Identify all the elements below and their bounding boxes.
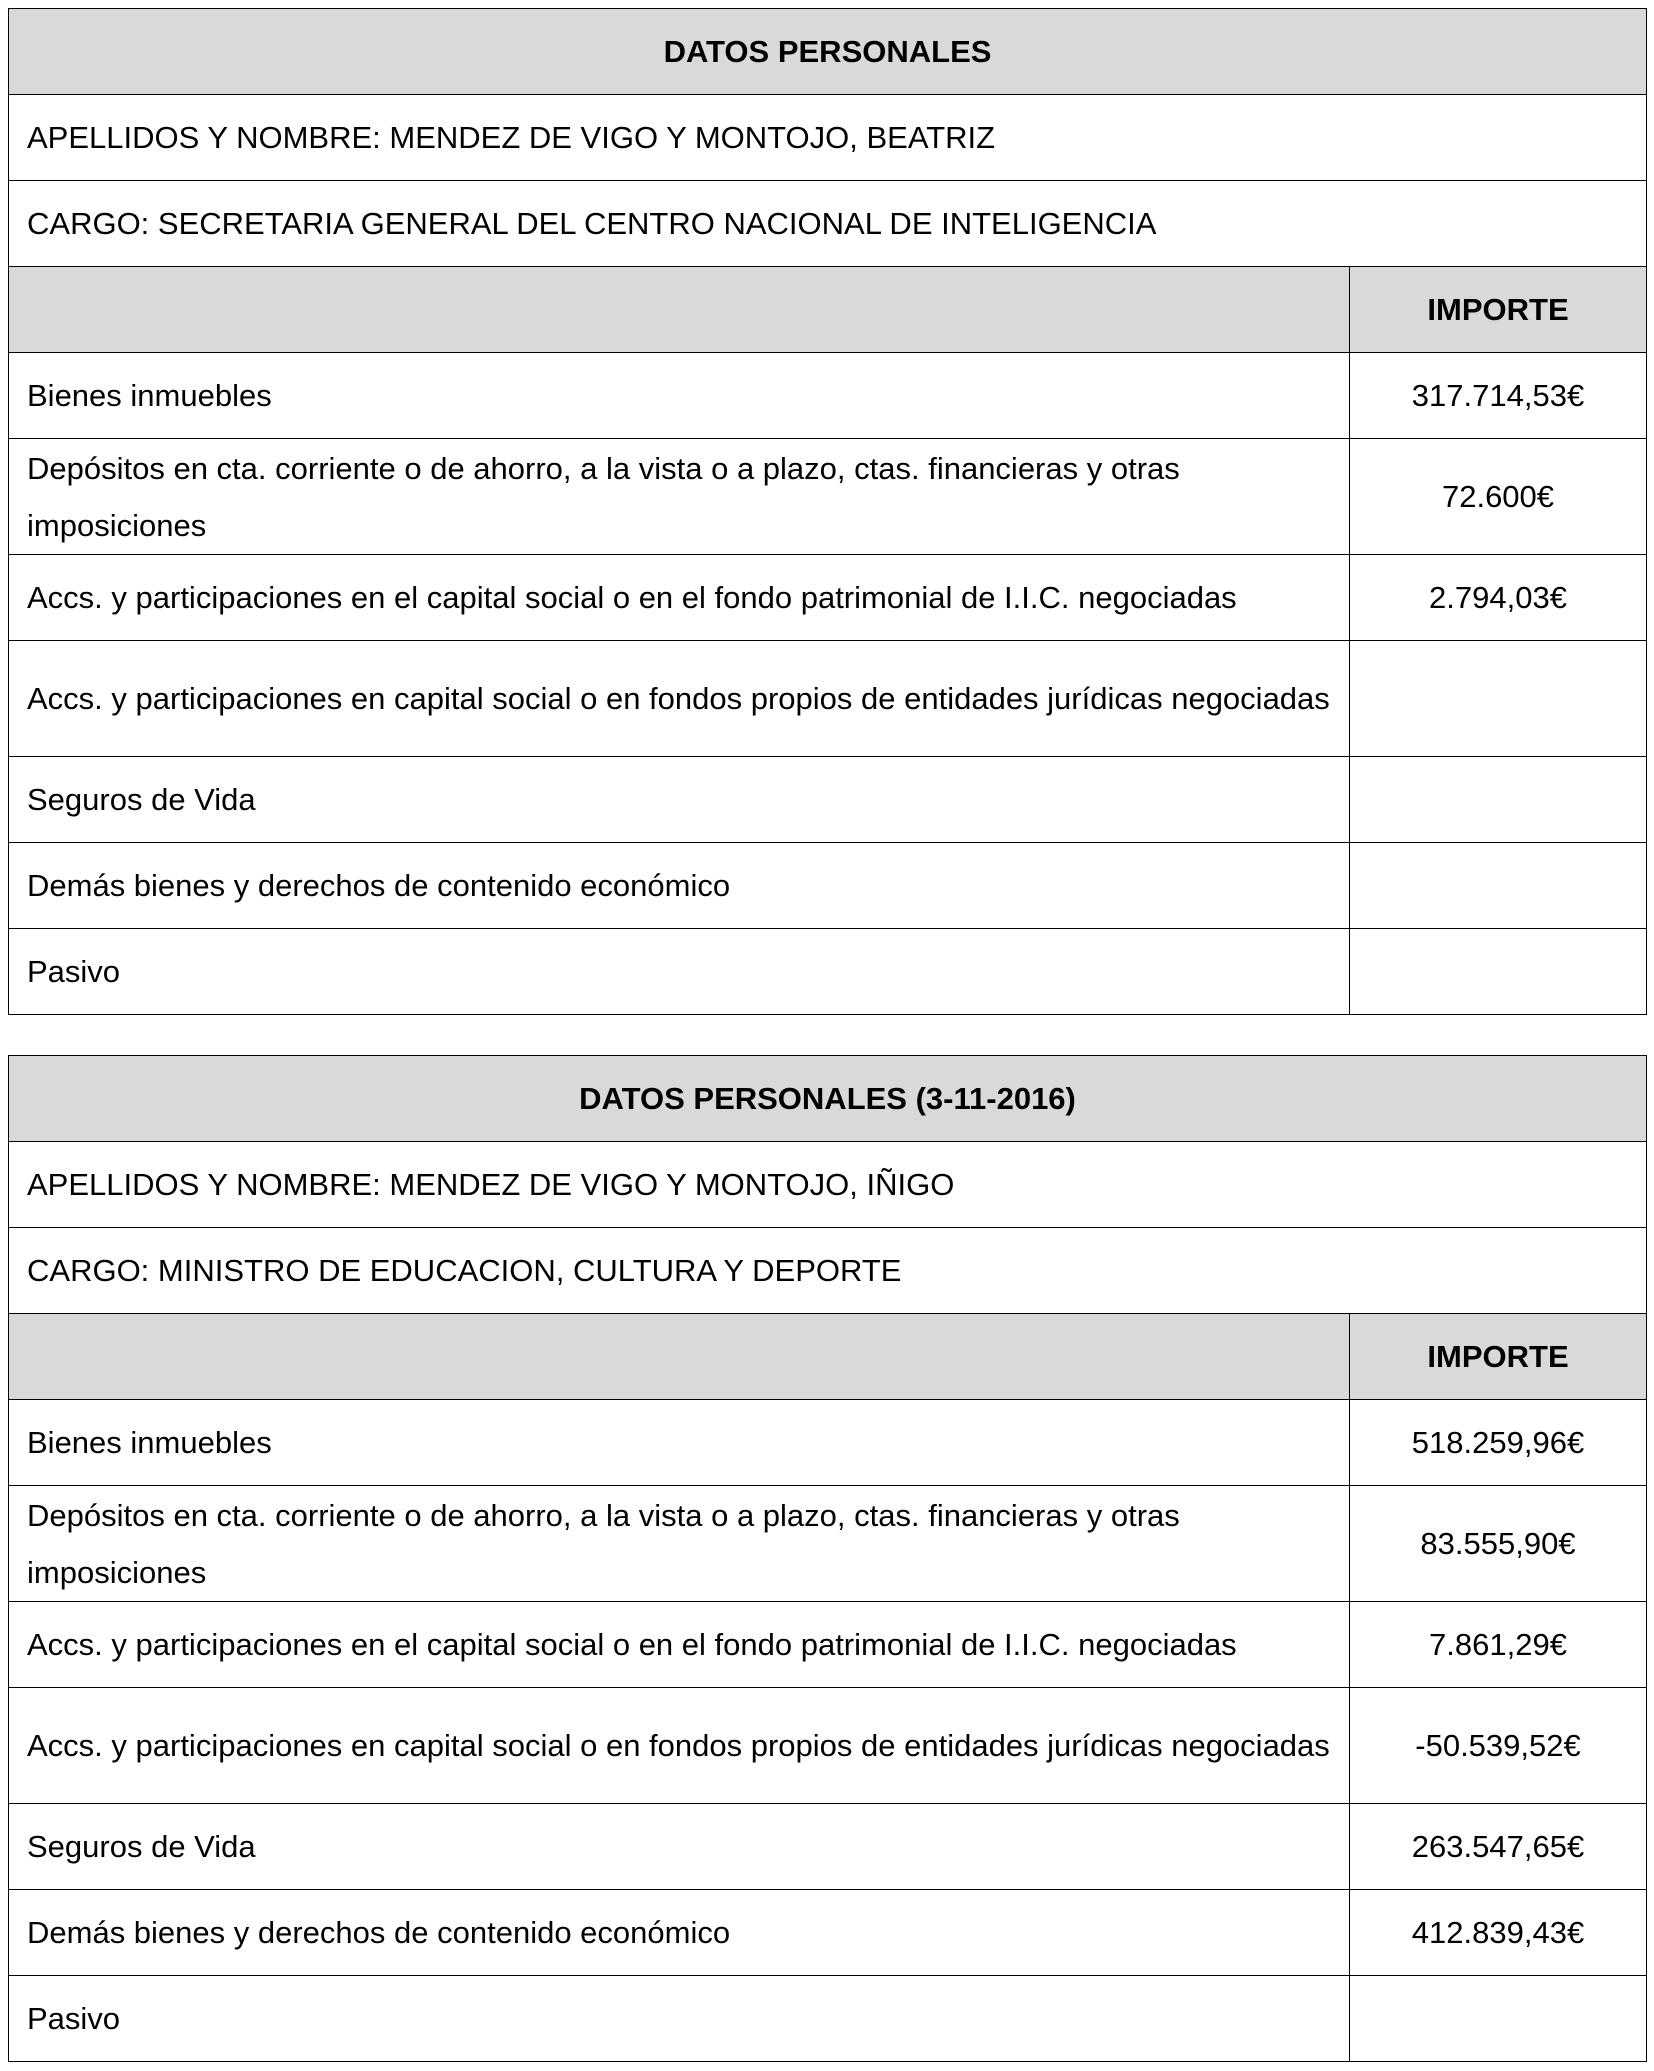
asset-value: 263.547,65€ — [1350, 1804, 1647, 1890]
table-row — [9, 555, 1647, 641]
asset-label: Bienes inmuebles — [9, 1400, 1350, 1486]
asset-label: Depósitos en cta. corriente o de ahorro, a la vista o a plazo, ctas. financieras y otras imposiciones — [9, 1486, 1350, 1602]
asset-label: Accs. y participaciones en capital social o en fondos propios de entidades jurídicas negociadas — [9, 641, 1350, 757]
asset-value — [1350, 1976, 1647, 2062]
asset-value — [1350, 929, 1647, 1015]
asset-label: Accs. y participaciones en el capital social o en el fondo patrimonial de I.I.C. negociadas — [9, 555, 1350, 641]
asset-value: 2.794,03€ — [1350, 555, 1647, 641]
asset-value: 7.861,29€ — [1350, 1602, 1647, 1688]
table-row — [9, 641, 1647, 757]
amount-header: IMPORTE — [1350, 267, 1647, 353]
asset-label: Seguros de Vida — [9, 757, 1350, 843]
table-row — [9, 1688, 1647, 1804]
asset-label: Accs. y participaciones en capital social o en fondos propios de entidades jurídicas negociadas — [9, 1688, 1350, 1804]
table-row — [9, 1400, 1647, 1486]
amount-header: IMPORTE — [1350, 1314, 1647, 1400]
asset-label: Pasivo — [9, 929, 1350, 1015]
asset-value: 518.259,96€ — [1350, 1400, 1647, 1486]
cargo-line: CARGO: MINISTRO DE EDUCACION, CULTURA Y DEPORTE — [9, 1228, 1647, 1314]
table-row — [9, 757, 1647, 843]
declaration-table-2 — [8, 1055, 1647, 2062]
header-blank-cell — [9, 267, 1350, 353]
table-row — [9, 1602, 1647, 1688]
table-row — [9, 439, 1647, 555]
asset-value — [1350, 641, 1647, 757]
asset-value: 317.714,53€ — [1350, 353, 1647, 439]
asset-label: Demás bienes y derechos de contenido económico — [9, 843, 1350, 929]
asset-value: -50.539,52€ — [1350, 1688, 1647, 1804]
asset-label: Depósitos en cta. corriente o de ahorro, a la vista o a plazo, ctas. financieras y otras imposiciones — [9, 439, 1350, 555]
header-blank-cell — [9, 1314, 1350, 1400]
declaration-table-1 — [8, 8, 1647, 1015]
asset-label: Demás bienes y derechos de contenido económico — [9, 1890, 1350, 1976]
asset-value: 83.555,90€ — [1350, 1486, 1647, 1602]
name-line: APELLIDOS Y NOMBRE: MENDEZ DE VIGO Y MONTOJO, IÑIGO — [9, 1142, 1647, 1228]
section-title: DATOS PERSONALES (3-11-2016) — [9, 1056, 1647, 1142]
table-row — [9, 1804, 1647, 1890]
table-row — [9, 1976, 1647, 2062]
asset-value: 412.839,43€ — [1350, 1890, 1647, 1976]
table-row — [9, 1486, 1647, 1602]
table-row — [9, 1890, 1647, 1976]
section-title: DATOS PERSONALES — [9, 9, 1647, 95]
asset-label: Accs. y participaciones en el capital social o en el fondo patrimonial de I.I.C. negociadas — [9, 1602, 1350, 1688]
name-line: APELLIDOS Y NOMBRE: MENDEZ DE VIGO Y MONTOJO, BEATRIZ — [9, 95, 1647, 181]
asset-value — [1350, 843, 1647, 929]
cargo-line: CARGO: SECRETARIA GENERAL DEL CENTRO NACIONAL DE INTELIGENCIA — [9, 181, 1647, 267]
table-row — [9, 929, 1647, 1015]
asset-value: 72.600€ — [1350, 439, 1647, 555]
table-row — [9, 843, 1647, 929]
asset-label: Bienes inmuebles — [9, 353, 1350, 439]
asset-value — [1350, 757, 1647, 843]
table-row — [9, 353, 1647, 439]
asset-label: Seguros de Vida — [9, 1804, 1350, 1890]
asset-label: Pasivo — [9, 1976, 1350, 2062]
